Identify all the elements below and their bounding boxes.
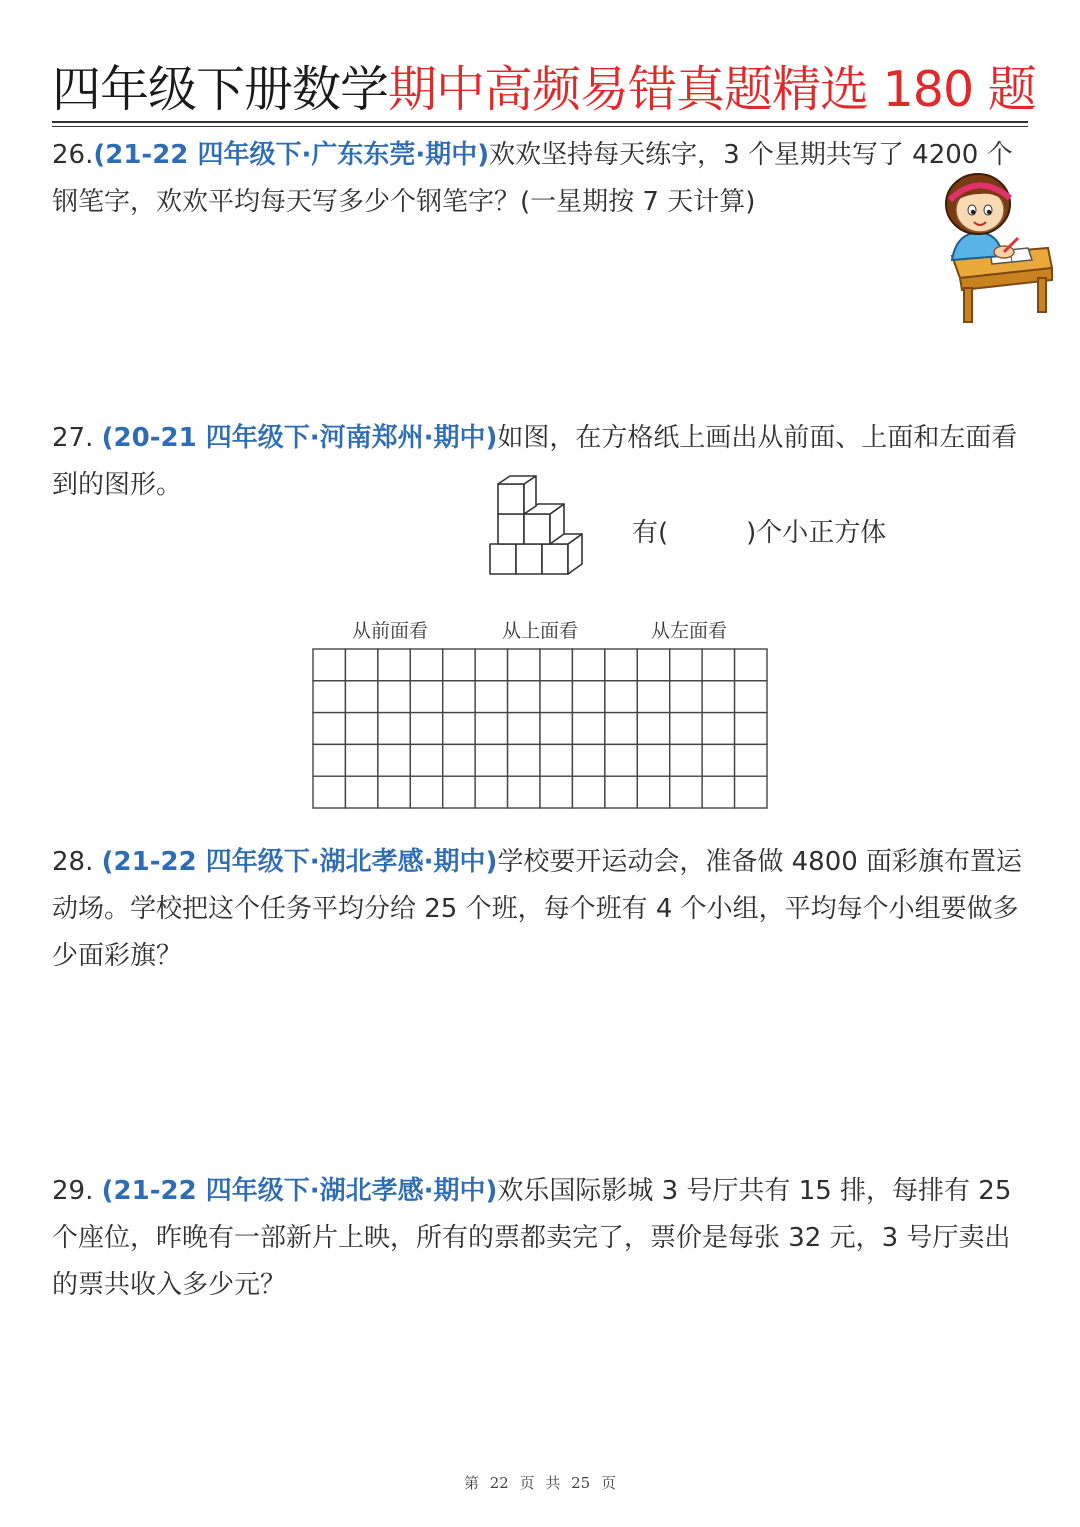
grid-cell[interactable] [508,681,540,713]
grid-cell[interactable] [605,649,637,681]
view-label-front: 从前面看 [352,620,429,642]
grid-cell[interactable] [702,713,734,745]
question-text: 欢欢坚持每天练字，3 个星期共写了 4200 个钢笔字，欢欢平均每天写多少个钢笔字？(一星期按 7 天计算) [52,140,1013,217]
girl-writing-illustration [930,168,1055,328]
grid-cell[interactable] [378,744,410,776]
question-number: 29. [52,1176,94,1206]
grid-cell[interactable] [345,713,377,745]
grid-cell[interactable] [735,744,767,776]
grid-cell[interactable] [508,649,540,681]
page-title [52,58,1036,122]
grid-cell[interactable] [508,776,540,808]
grid-cell[interactable] [670,713,702,745]
grid-cell[interactable] [572,649,604,681]
grid-cell[interactable] [637,776,669,808]
question-29 [52,1168,1030,1309]
grid-cell[interactable] [410,744,442,776]
grid-cell[interactable] [345,649,377,681]
question-number: 28. [52,847,94,877]
grid-cell[interactable] [637,649,669,681]
grid-cell[interactable] [313,713,345,745]
question-text: 欢乐国际影城 3 号厅共有 15 排，每排有 25 个座位，昨晚有一部新片上映，所有的票都卖完了，票价是每张 32 元，3 号厅卖出的票共收入多少元？ [52,1176,1012,1300]
grid-cell[interactable] [670,776,702,808]
grid-cell[interactable] [475,776,507,808]
grid-cell[interactable] [313,649,345,681]
grid-cell[interactable] [410,681,442,713]
title-underline [52,121,1028,123]
square-grid-paper[interactable] [312,648,768,809]
cube-stack-figure [486,472,594,578]
question-source: (21-22 四年级下·湖北孝感·期中) [101,1176,498,1206]
grid-cell[interactable] [572,776,604,808]
grid-cell[interactable] [605,744,637,776]
grid-cell[interactable] [443,649,475,681]
grid-cell[interactable] [540,713,572,745]
question-number: 26. [52,140,94,170]
grid-cell[interactable] [572,681,604,713]
question-28 [52,839,1030,980]
grid-cell[interactable] [345,744,377,776]
grid-cell[interactable] [313,744,345,776]
grid-cell[interactable] [345,681,377,713]
grid-cell[interactable] [475,744,507,776]
view-label-left: 从左面看 [651,620,728,642]
grid-cell[interactable] [637,744,669,776]
grid-cell[interactable] [313,681,345,713]
view-label-top: 从上面看 [502,620,579,642]
grid-cell[interactable] [410,776,442,808]
question-source: (20-21 四年级下·河南郑州·期中) [101,423,498,453]
cube-count-prefix: 有( [632,518,669,548]
grid-cell[interactable] [735,713,767,745]
cube-count-blank [632,512,886,549]
title-underline-thin [52,126,1028,127]
title-highlight: 期中高频易错真题精选 180 题 [388,61,1036,118]
title-main: 四年级下册数学 [52,61,389,118]
question-26 [52,132,1030,226]
grid-cell[interactable] [540,649,572,681]
page-footer: 第 22 页 共 25 页 [463,1474,616,1492]
grid-cell[interactable] [508,744,540,776]
grid-cell[interactable] [443,713,475,745]
question-text: 学校要开运动会，准备做 4800 面彩旗布置运动场。学校把这个任务平均分给 25 个班，每个班有 4 个小组，平均每个小组要做多少面彩旗？ [52,847,1023,971]
grid-cell[interactable] [443,744,475,776]
grid-cell[interactable] [605,776,637,808]
grid-cell[interactable] [735,649,767,681]
grid-cell[interactable] [540,776,572,808]
grid-cell[interactable] [540,681,572,713]
grid-cell[interactable] [378,713,410,745]
grid-cell[interactable] [378,649,410,681]
grid-cell[interactable] [637,713,669,745]
grid-cell[interactable] [378,681,410,713]
grid-cell[interactable] [670,744,702,776]
grid-cell[interactable] [475,713,507,745]
grid-cell[interactable] [475,649,507,681]
grid-cell[interactable] [410,649,442,681]
grid-cell[interactable] [670,649,702,681]
grid-cell[interactable] [572,744,604,776]
grid-cell[interactable] [540,744,572,776]
question-text: 如图，在方格纸上画出从前面、上面和左面看到的图形。 [52,423,1018,500]
grid-cell[interactable] [637,681,669,713]
grid-cell[interactable] [702,744,734,776]
grid-cell[interactable] [508,713,540,745]
grid-cell[interactable] [443,681,475,713]
grid-cell[interactable] [345,776,377,808]
grid-cell[interactable] [735,681,767,713]
grid-cell[interactable] [443,776,475,808]
grid-cell[interactable] [605,713,637,745]
grid-cell[interactable] [410,713,442,745]
question-number: 27. [52,423,94,453]
question-source: (21-22 四年级下·广东东莞·期中) [93,140,490,170]
cube-count-suffix: )个小正方体 [746,518,887,548]
grid-cell[interactable] [735,776,767,808]
question-source: (21-22 四年级下·湖北孝感·期中) [101,847,498,877]
grid-cell[interactable] [670,681,702,713]
grid-cell[interactable] [702,681,734,713]
grid-cell[interactable] [702,649,734,681]
grid-cell[interactable] [313,776,345,808]
grid-cell[interactable] [572,713,604,745]
grid-cell[interactable] [605,681,637,713]
grid-cell[interactable] [475,681,507,713]
grid-cell[interactable] [378,776,410,808]
grid-cell[interactable] [702,776,734,808]
